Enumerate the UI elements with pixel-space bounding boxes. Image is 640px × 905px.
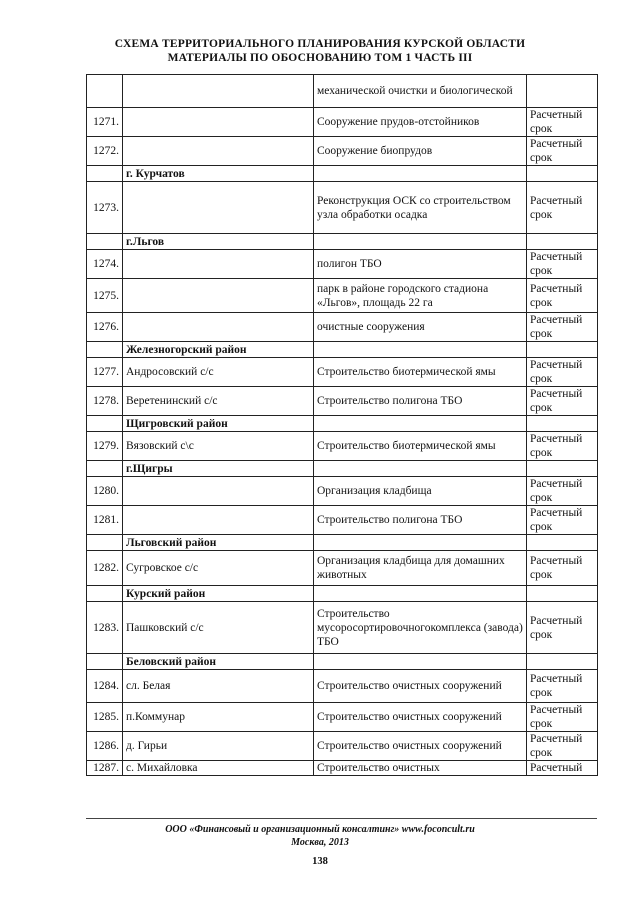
row-term: Расчетный срок [527, 137, 598, 166]
row-settlement [123, 182, 314, 234]
table-row [87, 670, 598, 703]
row-settlement [123, 506, 314, 535]
row-object: Организация кладбища [314, 477, 527, 506]
row-settlement: Андросовский с/с [123, 358, 314, 387]
row-settlement: Пашковский с/с [123, 602, 314, 654]
row-object: полигон ТБО [314, 250, 527, 279]
row-object: Сооружение биопрудов [314, 137, 527, 166]
row-object: Строительство очистных сооружений [314, 703, 527, 732]
row-term: Расчетный срок [527, 703, 598, 732]
row-number: 1282. [87, 551, 123, 586]
section-row [87, 461, 598, 477]
document-header-title: СХЕМА ТЕРРИТОРИАЛЬНОГО ПЛАНИРОВАНИЯ КУРСКОЙ ОБЛАСТИ [114, 38, 526, 50]
row-number: 1277. [87, 358, 123, 387]
section-row [87, 535, 598, 551]
row-object: Строительство очистных сооружений [314, 732, 527, 761]
row-object: Строительство очистных [314, 761, 527, 776]
row-term: Расчетный срок [527, 551, 598, 586]
table-row [87, 358, 598, 387]
row-term: Расчетный срок [527, 358, 598, 387]
row-number: 1274. [87, 250, 123, 279]
section-row [87, 166, 598, 182]
row-object: Строительство биотермической ямы [314, 432, 527, 461]
row-settlement [123, 477, 314, 506]
row-object: Организация кладбища для домашних животных [314, 551, 527, 586]
objects-table [86, 74, 598, 776]
row-number: 1286. [87, 732, 123, 761]
footer-company: ООО «Финансовый и организационный консалтинг» www.foconcult.ru [165, 824, 475, 835]
row-term: Расчетный срок [527, 279, 598, 313]
row-term: Расчетный срок [527, 477, 598, 506]
document-header-subtitle: МАТЕРИАЛЫ ПО ОБОСНОВАНИЮ ТОМ 1 ЧАСТЬ III [167, 52, 473, 64]
row-object: Строительство полигона ТБО [314, 506, 527, 535]
row-settlement [123, 137, 314, 166]
row-settlement [123, 108, 314, 137]
row-settlement [123, 75, 314, 108]
table-row [87, 732, 598, 761]
section-row [87, 342, 598, 358]
table-row [87, 108, 598, 137]
row-object: механической очистки и биологической [314, 75, 527, 108]
table-row [87, 432, 598, 461]
row-number: 1278. [87, 387, 123, 416]
table-row [87, 506, 598, 535]
row-settlement [123, 313, 314, 342]
row-object: Строительство мусоросортировочногокомплекса (завода) ТБО [314, 602, 527, 654]
row-settlement: д. Гирьи [123, 732, 314, 761]
row-term: Расчетный срок [527, 732, 598, 761]
table-row [87, 761, 598, 776]
row-number: 1280. [87, 477, 123, 506]
row-object: Реконструкция ОСК со строительством узла обработки осадка [314, 182, 527, 234]
table-row [87, 250, 598, 279]
row-object: Строительство биотермической ямы [314, 358, 527, 387]
row-term: Расчетный срок [527, 108, 598, 137]
footer-divider [86, 818, 597, 819]
row-settlement [123, 250, 314, 279]
row-settlement: Веретенинский с/с [123, 387, 314, 416]
section-title: Беловский район [123, 654, 314, 670]
table-row [87, 313, 598, 342]
row-term: Расчетный срок [527, 250, 598, 279]
footer-city-year: Москва, 2013 [291, 837, 349, 848]
section-title: г.Щигры [123, 461, 314, 477]
row-object: Сооружение прудов-отстойников [314, 108, 527, 137]
row-object: парк в районе городского стадиона «Льгов», площадь 22 га [314, 279, 527, 313]
row-number: 1276. [87, 313, 123, 342]
table-row [87, 75, 598, 108]
row-term: Расчетный срок [527, 506, 598, 535]
row-settlement: с. Михайловка [123, 761, 314, 776]
section-title: г.Льгов [123, 234, 314, 250]
row-term: Расчетный срок [527, 387, 598, 416]
row-object: Строительство очистных сооружений [314, 670, 527, 703]
row-number: 1271. [87, 108, 123, 137]
row-number [87, 75, 123, 108]
row-term: Расчетный срок [527, 182, 598, 234]
section-row [87, 586, 598, 602]
row-term: Расчетный срок [527, 602, 598, 654]
row-settlement: сл. Белая [123, 670, 314, 703]
row-number: 1279. [87, 432, 123, 461]
table-row [87, 137, 598, 166]
row-settlement: Вязовский с\с [123, 432, 314, 461]
row-settlement: п.Коммунар [123, 703, 314, 732]
table-row [87, 387, 598, 416]
row-number: 1281. [87, 506, 123, 535]
table-row [87, 182, 598, 234]
row-term: Расчетный срок [527, 313, 598, 342]
row-term: Расчетный срок [527, 670, 598, 703]
table-row [87, 477, 598, 506]
row-number: 1272. [87, 137, 123, 166]
row-number: 1285. [87, 703, 123, 732]
row-term: Расчетный срок [527, 432, 598, 461]
section-row [87, 234, 598, 250]
row-number: 1283. [87, 602, 123, 654]
row-settlement: Сугровское с/с [123, 551, 314, 586]
row-number: 1273. [87, 182, 123, 234]
table-row [87, 602, 598, 654]
table-row [87, 279, 598, 313]
row-number: 1284. [87, 670, 123, 703]
row-number: 1287. [87, 761, 123, 776]
table-row [87, 703, 598, 732]
row-object: Строительство полигона ТБО [314, 387, 527, 416]
row-settlement [123, 279, 314, 313]
section-title: Щигровский район [123, 416, 314, 432]
page-number: 138 [312, 856, 328, 867]
section-title: Железногорский район [123, 342, 314, 358]
section-row [87, 654, 598, 670]
row-object: очистные сооружения [314, 313, 527, 342]
section-title: Льговский район [123, 535, 314, 551]
row-term: Расчетный [527, 761, 598, 776]
row-number: 1275. [87, 279, 123, 313]
section-row [87, 416, 598, 432]
row-term [527, 75, 598, 108]
table-row [87, 551, 598, 586]
section-title: Курский район [123, 586, 314, 602]
section-title: г. Курчатов [123, 166, 314, 182]
